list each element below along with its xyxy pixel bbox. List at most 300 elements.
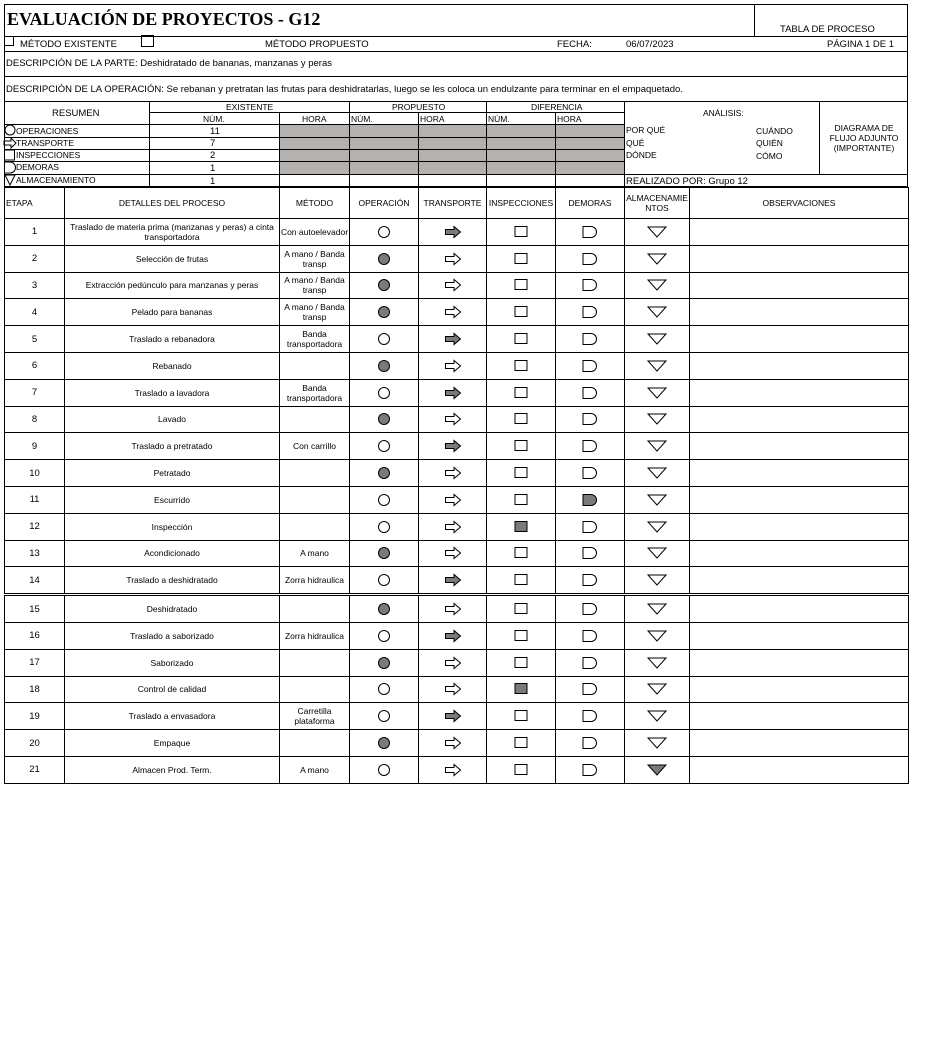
- inspection-square-icon: [514, 413, 528, 425]
- storage-cell: [625, 352, 690, 379]
- resumen-label: RESUMEN: [52, 108, 100, 119]
- transport-cell: [419, 245, 487, 272]
- operation-circle-filled-icon: [377, 359, 391, 373]
- delay-cell: [556, 245, 625, 272]
- square-icon: [4, 149, 15, 161]
- col-inspecciones: INSPECCIONES: [487, 188, 556, 219]
- summary-num-demoras: 1: [210, 163, 216, 174]
- inspection-square-icon: [514, 253, 528, 265]
- operation-circle-icon: [377, 682, 391, 696]
- delay-cell: [556, 513, 625, 540]
- delay-cell: [556, 352, 625, 379]
- operation-circle-filled-icon: [377, 278, 391, 292]
- inspection-cell: [487, 299, 556, 326]
- step-method: Zorra hidraulica: [280, 622, 350, 649]
- storage-triangle-icon: [647, 710, 667, 722]
- observation-cell: [690, 649, 909, 676]
- transport-cell: [419, 756, 487, 783]
- storage-cell: [625, 676, 690, 703]
- op-cell: [350, 486, 419, 513]
- delay-cell: [556, 219, 625, 246]
- step-number: 21: [5, 756, 65, 783]
- pagina-label: PÁGINA 1 DE 1: [827, 39, 895, 50]
- quien-label: QUIÉN: [756, 138, 783, 148]
- table-row: [5, 756, 909, 783]
- table-row: [5, 676, 909, 703]
- op-cell: [350, 219, 419, 246]
- operation-circle-icon: [377, 332, 391, 346]
- step-method: [280, 460, 350, 487]
- step-method: A mano / Banda transp: [280, 299, 350, 326]
- observation-cell: [690, 676, 909, 703]
- operation-circle-filled-icon: [377, 546, 391, 560]
- table-row: [5, 299, 909, 326]
- step-number: 9: [5, 433, 65, 460]
- table-row: [5, 540, 909, 567]
- transport-arrow-filled-icon: [444, 573, 462, 587]
- col-detalles: DETALLES DEL PROCESO: [65, 188, 280, 219]
- inspection-square-icon: [514, 494, 528, 506]
- op-cell: [350, 567, 419, 595]
- storage-cell: [625, 622, 690, 649]
- table-row: [5, 219, 909, 246]
- storage-triangle-filled-icon: [647, 764, 667, 776]
- inspection-square-icon: [514, 630, 528, 642]
- inspection-cell: [487, 272, 556, 299]
- observation-cell: [690, 622, 909, 649]
- delay-d-icon: [582, 521, 598, 533]
- col-etapa: ETAPA: [5, 188, 65, 219]
- storage-cell: [625, 379, 690, 406]
- delay-d-icon: [582, 710, 598, 722]
- summary-num-almacenamiento: 1: [210, 176, 216, 187]
- operation-circle-filled-icon: [377, 466, 391, 480]
- op-cell: [350, 756, 419, 783]
- page-title: EVALUACIÓN DE PROYECTOS - G12: [7, 9, 321, 29]
- step-detail: Traslado a saborizado: [65, 622, 280, 649]
- storage-triangle-icon: [647, 413, 667, 425]
- step-detail: Almacen Prod. Term.: [65, 756, 280, 783]
- diferencia-label: DIFERENCIA: [531, 102, 583, 112]
- step-detail: Escurrido: [65, 486, 280, 513]
- delay-d-icon: [582, 413, 598, 425]
- step-detail: Saborizado: [65, 649, 280, 676]
- step-method: [280, 486, 350, 513]
- observation-cell: [690, 756, 909, 783]
- op-cell: [350, 379, 419, 406]
- delay-cell: [556, 406, 625, 433]
- table-row: [5, 460, 909, 487]
- step-number: 20: [5, 730, 65, 757]
- table-row: [5, 622, 909, 649]
- col-observaciones: OBSERVACIONES: [690, 188, 909, 219]
- inspection-square-icon: [514, 306, 528, 318]
- delay-d-icon: [582, 360, 598, 372]
- operation-circle-filled-icon: [377, 736, 391, 750]
- inspection-square-icon: [514, 333, 528, 345]
- transport-cell: [419, 272, 487, 299]
- observation-cell: [690, 540, 909, 567]
- operation-circle-filled-icon: [377, 656, 391, 670]
- step-method: Carretilla plataforma: [280, 703, 350, 730]
- inspection-square-filled-icon: [514, 683, 528, 695]
- transport-cell: [419, 486, 487, 513]
- step-detail: Traslado de materia prima (manzanas y peras) a cinta transportadora: [65, 219, 280, 246]
- delay-d-icon: [582, 253, 598, 265]
- table-row: [5, 567, 909, 595]
- que-label: QUÉ: [626, 138, 645, 148]
- operation-circle-icon: [377, 493, 391, 507]
- delay-d-icon: [582, 657, 598, 669]
- op-cell: [350, 460, 419, 487]
- storage-cell: [625, 486, 690, 513]
- step-number: 12: [5, 513, 65, 540]
- step-detail: Extracción pedúnculo para manzanas y peras: [65, 272, 280, 299]
- arrow-icon: [3, 137, 17, 149]
- storage-cell: [625, 540, 690, 567]
- delay-cell: [556, 730, 625, 757]
- transport-arrow-icon: [444, 359, 462, 373]
- observation-cell: [690, 595, 909, 623]
- table-label: TABLA DE PROCESO: [780, 24, 875, 35]
- inspection-square-icon: [514, 603, 528, 615]
- storage-triangle-icon: [647, 547, 667, 559]
- step-method: Banda transportadora: [280, 326, 350, 353]
- delay-cell: [556, 622, 625, 649]
- transport-cell: [419, 540, 487, 567]
- num-label: NÚM.: [203, 114, 225, 124]
- inspection-square-icon: [514, 387, 528, 399]
- metodo-existente-label: MÉTODO EXISTENTE: [20, 39, 117, 50]
- delay-d-filled-icon: [582, 494, 598, 506]
- inspection-cell: [487, 622, 556, 649]
- donde-label: DÓNDE: [626, 150, 657, 160]
- observation-cell: [690, 513, 909, 540]
- step-detail: Inspección: [65, 513, 280, 540]
- delay-cell: [556, 567, 625, 595]
- storage-triangle-icon: [647, 253, 667, 265]
- observation-cell: [690, 486, 909, 513]
- propuesto-label: PROPUESTO: [392, 102, 446, 112]
- operation-circle-filled-icon: [377, 412, 391, 426]
- step-detail: Rebanado: [65, 352, 280, 379]
- storage-cell: [625, 730, 690, 757]
- delay-cell: [556, 326, 625, 353]
- transport-arrow-icon: [444, 736, 462, 750]
- circle-icon: [4, 124, 16, 136]
- checkbox-metodo-propuesto[interactable]: [141, 35, 154, 47]
- inspection-square-icon: [514, 467, 528, 479]
- delay-cell: [556, 379, 625, 406]
- op-cell: [350, 622, 419, 649]
- observation-cell: [690, 272, 909, 299]
- delay-d-icon: [582, 764, 598, 776]
- step-method: A mano / Banda transp: [280, 272, 350, 299]
- storage-cell: [625, 272, 690, 299]
- delay-d-icon: [582, 683, 598, 695]
- inspection-square-icon: [514, 440, 528, 452]
- col-demoras: DEMORAS: [556, 188, 625, 219]
- storage-triangle-icon: [647, 574, 667, 586]
- storage-triangle-icon: [647, 226, 667, 238]
- step-detail: Acondicionado: [65, 540, 280, 567]
- transport-cell: [419, 326, 487, 353]
- transport-arrow-icon: [444, 305, 462, 319]
- table-row: [5, 379, 909, 406]
- storage-triangle-icon: [647, 440, 667, 452]
- delay-d-icon: [582, 226, 598, 238]
- summary-label-operaciones: OPERACIONES: [16, 126, 79, 136]
- step-number: 2: [5, 245, 65, 272]
- delay-cell: [556, 272, 625, 299]
- table-row: [5, 730, 909, 757]
- num-label: NÚM.: [351, 114, 373, 124]
- delay-cell: [556, 486, 625, 513]
- operation-circle-filled-icon: [377, 305, 391, 319]
- op-cell: [350, 272, 419, 299]
- transport-cell: [419, 219, 487, 246]
- inspection-cell: [487, 460, 556, 487]
- observation-cell: [690, 567, 909, 595]
- storage-cell: [625, 219, 690, 246]
- operation-circle-filled-icon: [377, 602, 391, 616]
- storage-triangle-icon: [647, 603, 667, 615]
- triangle-icon: [4, 174, 16, 186]
- delay-cell: [556, 756, 625, 783]
- step-method: Zorra hidraulica: [280, 567, 350, 595]
- process-table: [4, 187, 909, 784]
- transport-cell: [419, 676, 487, 703]
- transport-arrow-filled-icon: [444, 332, 462, 346]
- inspection-cell: [487, 540, 556, 567]
- step-method: A mano / Banda transp: [280, 245, 350, 272]
- step-method: Banda transportadora: [280, 379, 350, 406]
- transport-arrow-icon: [444, 682, 462, 696]
- op-cell: [350, 352, 419, 379]
- observation-cell: [690, 245, 909, 272]
- transport-arrow-icon: [444, 466, 462, 480]
- step-number: 1: [5, 219, 65, 246]
- inspection-cell: [487, 433, 556, 460]
- hora-label: HORA: [557, 114, 582, 124]
- step-detail: Traslado a lavadora: [65, 379, 280, 406]
- op-cell: [350, 595, 419, 623]
- transport-cell: [419, 622, 487, 649]
- step-number: 11: [5, 486, 65, 513]
- op-cell: [350, 676, 419, 703]
- delay-d-icon: [582, 547, 598, 559]
- delay-cell: [556, 703, 625, 730]
- table-row: [5, 245, 909, 272]
- step-number: 17: [5, 649, 65, 676]
- step-number: 13: [5, 540, 65, 567]
- transport-arrow-icon: [444, 412, 462, 426]
- table-row: [5, 406, 909, 433]
- step-detail: Traslado a pretratado: [65, 433, 280, 460]
- delay-cell: [556, 540, 625, 567]
- delay-cell: [556, 433, 625, 460]
- step-detail: Traslado a deshidratado: [65, 567, 280, 595]
- storage-triangle-icon: [647, 279, 667, 291]
- hora-label: HORA: [420, 114, 445, 124]
- operation-circle-icon: [377, 225, 391, 239]
- col-transporte: TRANSPORTE: [419, 188, 487, 219]
- storage-cell: [625, 326, 690, 353]
- step-number: 18: [5, 676, 65, 703]
- observation-cell: [690, 406, 909, 433]
- storage-cell: [625, 245, 690, 272]
- storage-cell: [625, 756, 690, 783]
- step-method: [280, 513, 350, 540]
- delay-cell: [556, 460, 625, 487]
- transport-cell: [419, 567, 487, 595]
- table-row: [5, 703, 909, 730]
- descripcion-parte: DESCRIPCIÓN DE LA PARTE: Deshidratado de bananas, manzanas y peras: [6, 58, 332, 69]
- step-detail: Petratado: [65, 460, 280, 487]
- inspection-cell: [487, 567, 556, 595]
- transport-arrow-filled-icon: [444, 439, 462, 453]
- observation-cell: [690, 219, 909, 246]
- inspection-cell: [487, 513, 556, 540]
- step-number: 4: [5, 299, 65, 326]
- inspection-cell: [487, 756, 556, 783]
- step-detail: Lavado: [65, 406, 280, 433]
- storage-cell: [625, 460, 690, 487]
- transport-cell: [419, 703, 487, 730]
- operation-circle-icon: [377, 763, 391, 777]
- observation-cell: [690, 299, 909, 326]
- inspection-square-filled-icon: [514, 521, 528, 533]
- inspection-square-icon: [514, 574, 528, 586]
- inspection-cell: [487, 379, 556, 406]
- inspection-square-icon: [514, 737, 528, 749]
- step-number: 5: [5, 326, 65, 353]
- transport-cell: [419, 433, 487, 460]
- observation-cell: [690, 379, 909, 406]
- storage-triangle-icon: [647, 494, 667, 506]
- operation-circle-icon: [377, 386, 391, 400]
- transport-cell: [419, 379, 487, 406]
- step-detail: Pelado para bananas: [65, 299, 280, 326]
- storage-cell: [625, 406, 690, 433]
- transport-cell: [419, 513, 487, 540]
- step-detail: Traslado a envasadora: [65, 703, 280, 730]
- inspection-cell: [487, 649, 556, 676]
- summary-num-operaciones: 11: [210, 126, 220, 137]
- delay-cell: [556, 299, 625, 326]
- summary-num-transporte: 7: [210, 138, 216, 149]
- delay-d-icon: [582, 333, 598, 345]
- col-almacenamientos: ALMACENAMIE NTOS: [625, 188, 690, 219]
- step-number: 19: [5, 703, 65, 730]
- observation-cell: [690, 326, 909, 353]
- transport-cell: [419, 649, 487, 676]
- operation-circle-icon: [377, 573, 391, 587]
- storage-triangle-icon: [647, 360, 667, 372]
- storage-cell: [625, 299, 690, 326]
- op-cell: [350, 299, 419, 326]
- fecha-value: 06/07/2023: [626, 39, 674, 50]
- cuando-label: CUÁNDO: [756, 126, 793, 136]
- operation-circle-icon: [377, 629, 391, 643]
- op-cell: [350, 703, 419, 730]
- op-cell: [350, 513, 419, 540]
- operation-circle-icon: [377, 520, 391, 534]
- step-method: [280, 406, 350, 433]
- transport-arrow-filled-icon: [444, 709, 462, 723]
- storage-triangle-icon: [647, 467, 667, 479]
- table-row: [5, 272, 909, 299]
- summary-num-inspecciones: 2: [210, 150, 216, 161]
- inspection-square-icon: [514, 279, 528, 291]
- num-label: NÚM.: [488, 114, 510, 124]
- existente-label: EXISTENTE: [226, 102, 274, 112]
- inspection-square-icon: [514, 226, 528, 238]
- step-number: 14: [5, 567, 65, 595]
- transport-arrow-icon: [444, 602, 462, 616]
- delay-d-icon: [582, 306, 598, 318]
- transport-arrow-icon: [444, 656, 462, 670]
- table-row: [5, 486, 909, 513]
- storage-triangle-icon: [647, 306, 667, 318]
- storage-triangle-icon: [647, 521, 667, 533]
- transport-cell: [419, 299, 487, 326]
- fecha-label: FECHA:: [557, 39, 592, 50]
- inspection-square-icon: [514, 657, 528, 669]
- observation-cell: [690, 433, 909, 460]
- step-detail: Empaque: [65, 730, 280, 757]
- delay-d-icon: [582, 467, 598, 479]
- checkbox-metodo-existente[interactable]: [4, 36, 14, 46]
- inspection-square-icon: [514, 360, 528, 372]
- step-number: 8: [5, 406, 65, 433]
- table-row: [5, 433, 909, 460]
- step-method: [280, 649, 350, 676]
- step-method: [280, 676, 350, 703]
- d-shape-icon: [4, 161, 16, 174]
- col-operacion: OPERACIÓN: [350, 188, 419, 219]
- transport-cell: [419, 406, 487, 433]
- descripcion-operacion: DESCRIPCIÓN DE LA OPERACIÓN: Se rebanan y pretratan las frutas para deshidratarlas, luego se les coloca un endulzante para terminar en el empaquetado.: [6, 84, 683, 95]
- op-cell: [350, 406, 419, 433]
- storage-cell: [625, 703, 690, 730]
- op-cell: [350, 540, 419, 567]
- step-number: 6: [5, 352, 65, 379]
- inspection-cell: [487, 703, 556, 730]
- realizado-por: REALIZADO POR: Grupo 12: [626, 176, 748, 187]
- observation-cell: [690, 703, 909, 730]
- transport-arrow-icon: [444, 546, 462, 560]
- delay-d-icon: [582, 630, 598, 642]
- storage-triangle-icon: [647, 630, 667, 642]
- delay-d-icon: [582, 737, 598, 749]
- storage-triangle-icon: [647, 683, 667, 695]
- step-number: 10: [5, 460, 65, 487]
- observation-cell: [690, 352, 909, 379]
- step-detail: Control de calidad: [65, 676, 280, 703]
- metodo-propuesto-label: MÉTODO PROPUESTO: [265, 39, 369, 50]
- op-cell: [350, 730, 419, 757]
- observation-cell: [690, 460, 909, 487]
- delay-d-icon: [582, 279, 598, 291]
- op-cell: [350, 245, 419, 272]
- inspection-square-icon: [514, 764, 528, 776]
- inspection-square-icon: [514, 547, 528, 559]
- storage-triangle-icon: [647, 333, 667, 345]
- step-detail: Deshidratado: [65, 595, 280, 623]
- storage-triangle-icon: [647, 737, 667, 749]
- summary-label-almacenamiento: ALMACENAMIENTO: [16, 175, 96, 185]
